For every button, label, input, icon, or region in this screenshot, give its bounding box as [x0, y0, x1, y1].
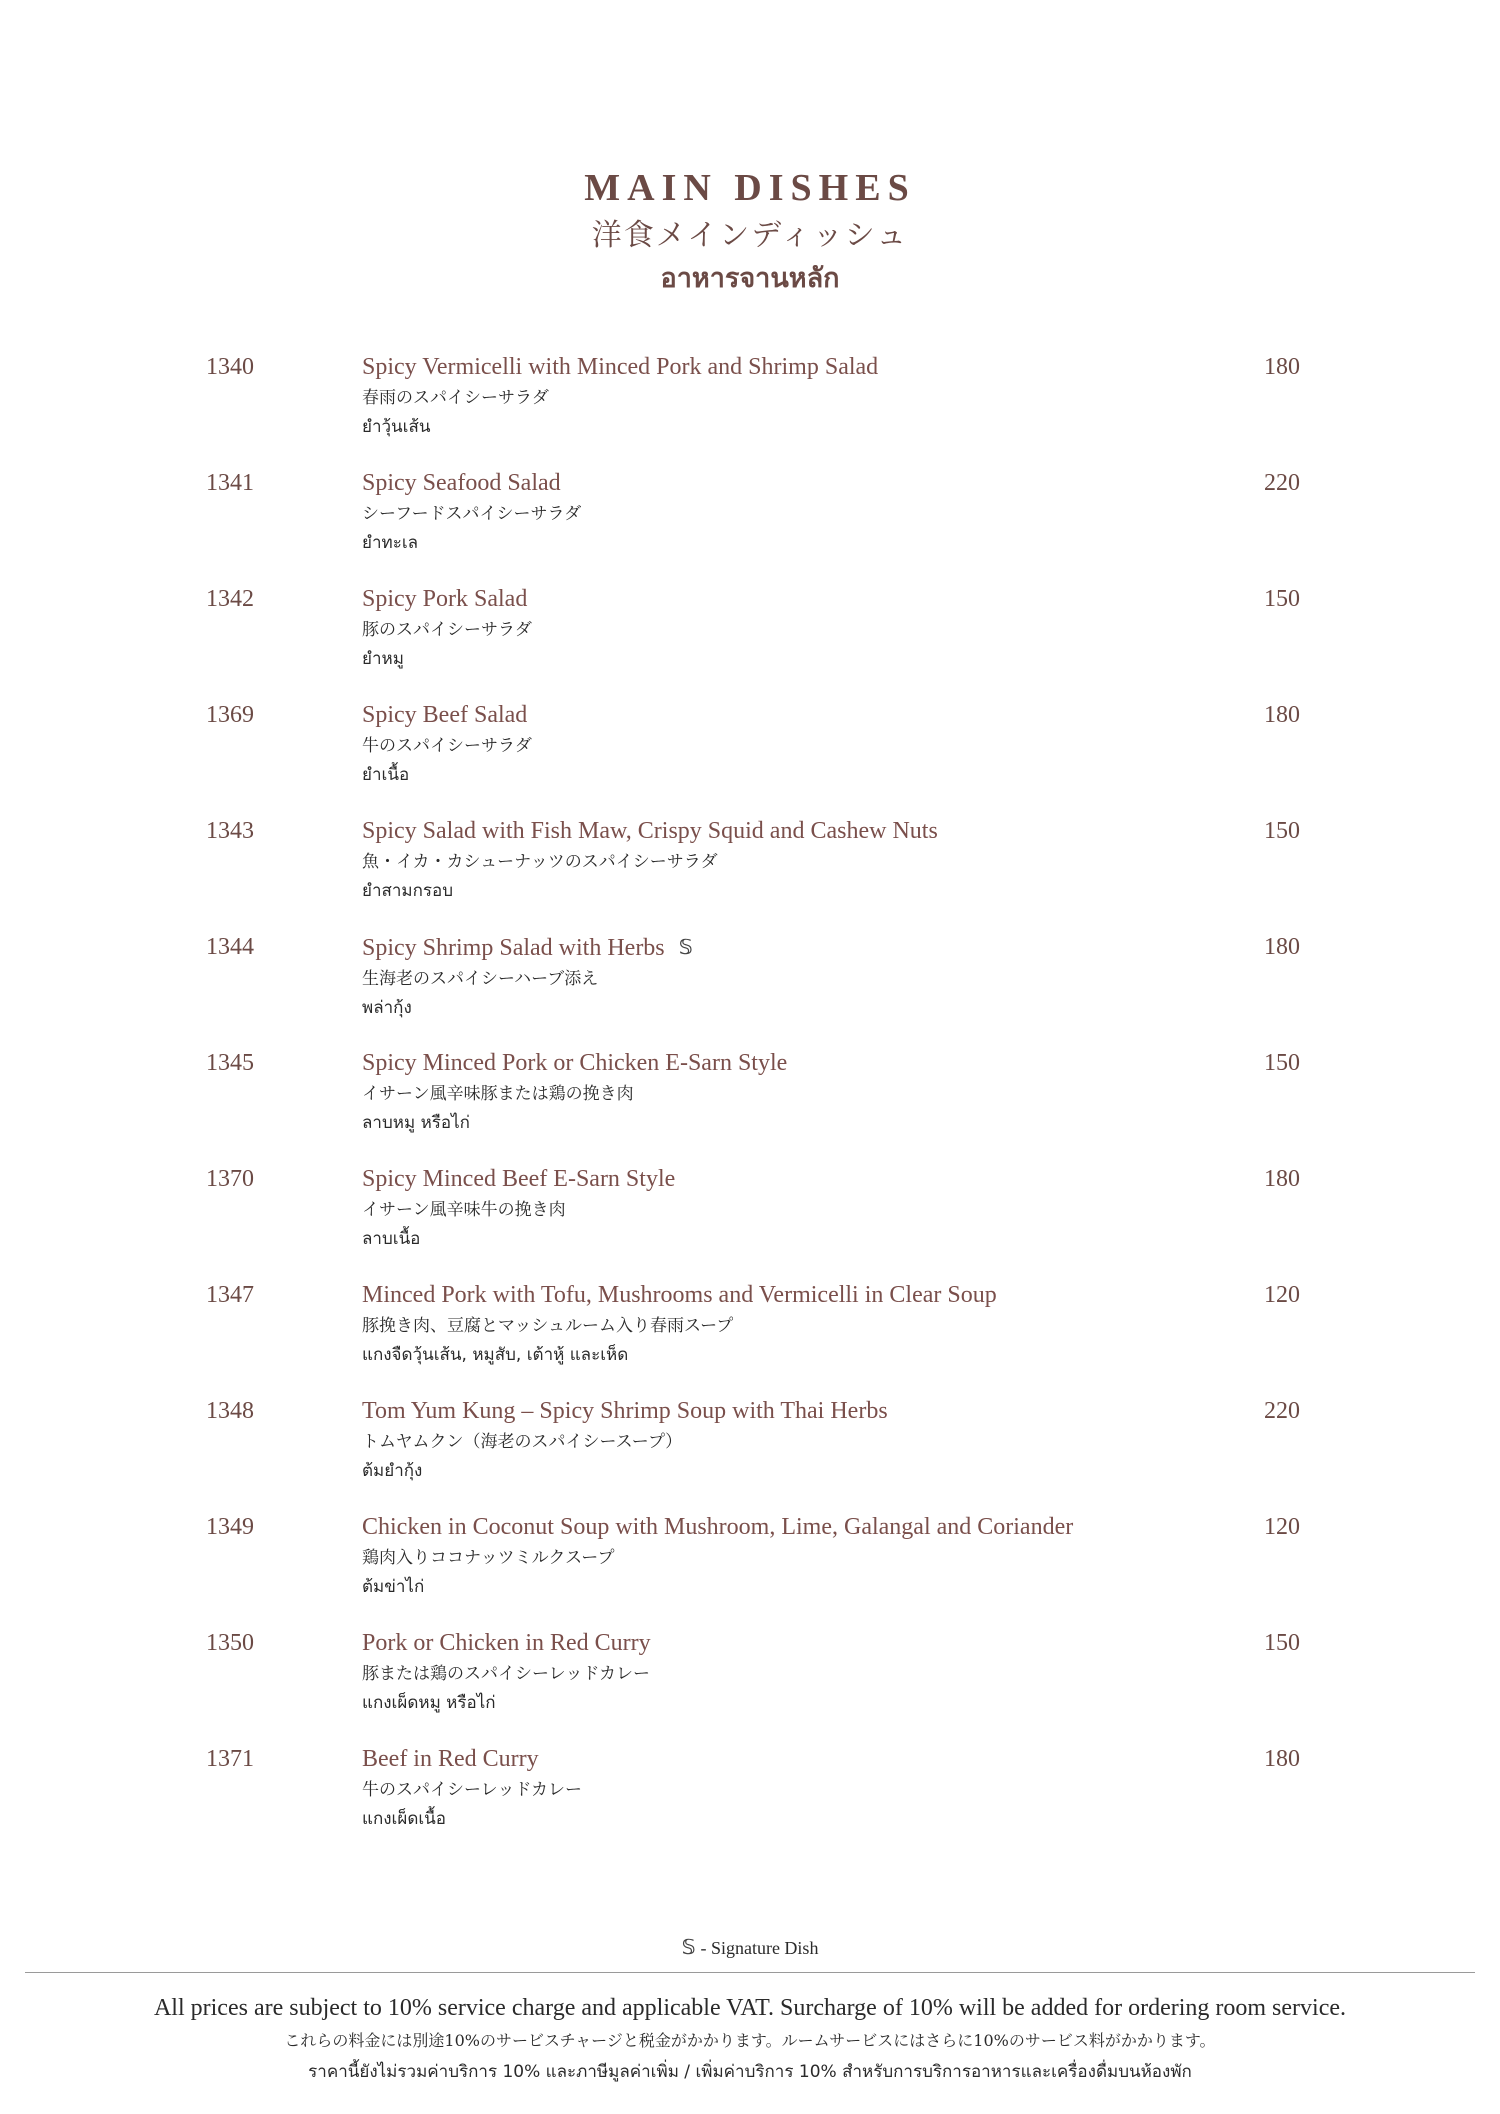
item-name-japanese: 生海老のスパイシーハーブ添え [362, 969, 599, 989]
menu-item [0, 1394, 1500, 1510]
item-name-english: Spicy Minced Pork or Chicken E-Sarn Style [362, 1050, 788, 1076]
item-name-english: Spicy Minced Beef E-Sarn Style [362, 1166, 676, 1192]
item-name-english [362, 930, 1242, 965]
item-code: 1348 [206, 1398, 254, 1424]
menu-header [0, 165, 1500, 299]
item-name-english-text: Spicy Shrimp Salad with Herbs [362, 935, 665, 961]
item-name-thai: พล่ากุ้ง [362, 998, 412, 1018]
item-name-japanese: シーフードスパイシーサラダ [362, 504, 582, 524]
item-price: 180 [1264, 354, 1300, 380]
item-price: 120 [1264, 1282, 1300, 1308]
item-name-thai: ยำเนื้อ [362, 765, 410, 785]
menu-item [0, 466, 1500, 582]
item-price: 180 [1264, 934, 1300, 960]
item-name-japanese: 豚挽き肉、豆腐とマッシュルーム入り春雨スープ [362, 1316, 734, 1336]
item-code: 1345 [206, 1050, 254, 1076]
page-title: MAIN DISHES [584, 167, 916, 209]
footer-notice-english: All prices are subject to 10% service charge and applicable VAT. Surcharge of 10% will be added for ordering room service. [153, 1995, 1347, 2021]
item-price: 150 [1264, 1050, 1300, 1076]
item-name-english: Spicy Salad with Fish Maw, Crispy Squid and Cashew Nuts [362, 818, 938, 844]
item-description [362, 1278, 1242, 1370]
menu-item [0, 1510, 1500, 1626]
item-description [362, 1162, 1242, 1254]
menu-item [0, 1742, 1500, 1858]
menu-item [0, 1626, 1500, 1742]
menu-list [0, 350, 1500, 1858]
item-code: 1340 [206, 354, 254, 380]
item-name-thai: แกงจืดวุ้นเส้น, หมูสับ, เต้าหู้ และเห็ด [362, 1345, 629, 1365]
item-price: 120 [1264, 1514, 1300, 1540]
item-name-thai: ลาบเนื้อ [362, 1229, 421, 1249]
item-name-japanese: 牛のスパイシーサラダ [362, 736, 532, 756]
item-name-english: Beef in Red Curry [362, 1746, 539, 1772]
item-name-japanese: 春雨のスパイシーサラダ [362, 388, 549, 408]
menu-item [0, 1278, 1500, 1394]
item-name-japanese: イサーン風辛味牛の挽き肉 [362, 1200, 566, 1220]
item-name-thai: แกงเผ็ดเนื้อ [362, 1809, 447, 1829]
item-name-japanese: 豚のスパイシーサラダ [362, 620, 532, 640]
item-description [362, 930, 1242, 1023]
item-code: 1343 [206, 818, 254, 844]
item-price: 150 [1264, 1630, 1300, 1656]
footer-notice-thai: ราคานี้ยังไม่รวมค่าบริการ 10% และภาษีมูลค่าเพิ่ม / เพิ่มค่าบริการ 10% สำหรับการบริการอาหารและเครื่องดื่มบนห้องพัก [308, 2062, 1192, 2082]
item-code: 1371 [206, 1746, 254, 1772]
signature-legend-text: - Signature Dish [700, 1938, 819, 1958]
item-name-thai: ต้มยำกุ้ง [362, 1461, 423, 1481]
item-price: 180 [1264, 1746, 1300, 1772]
item-description [362, 698, 1242, 790]
item-description [362, 1626, 1242, 1718]
item-name-thai: ยำสามกรอบ [362, 881, 454, 901]
item-name-english: Spicy Vermicelli with Minced Pork and Shrimp Salad [362, 354, 879, 380]
item-price: 220 [1264, 1398, 1300, 1424]
item-description [362, 350, 1242, 442]
item-description [362, 1394, 1242, 1486]
menu-item [0, 814, 1500, 930]
item-price: 220 [1264, 470, 1300, 496]
item-name-english: Chicken in Coconut Soup with Mushroom, Lime, Galangal and Coriander [362, 1514, 1074, 1540]
menu-item [0, 698, 1500, 814]
item-name-english: Tom Yum Kung – Spicy Shrimp Soup with Thai Herbs [362, 1398, 888, 1424]
item-name-thai: ยำทะเล [362, 533, 419, 553]
item-name-english: Spicy Pork Salad [362, 586, 528, 612]
item-name-english: Spicy Beef Salad [362, 702, 528, 728]
item-code: 1342 [206, 586, 254, 612]
item-description [362, 1742, 1242, 1834]
item-name-japanese: 魚・イカ・カシューナッツのスパイシーサラダ [362, 852, 718, 872]
item-code: 1370 [206, 1166, 254, 1192]
item-name-japanese: トムヤムクン（海老のスパイシースープ） [362, 1432, 683, 1452]
item-price: 180 [1264, 702, 1300, 728]
item-code: 1369 [206, 702, 254, 728]
item-price: 150 [1264, 586, 1300, 612]
menu-item [0, 1046, 1500, 1162]
item-description [362, 582, 1242, 674]
page-title-japanese: 洋食メインディッシュ [591, 218, 909, 253]
menu-item [0, 930, 1500, 1046]
item-name-japanese: 豚または鶏のスパイシーレッドカレー [362, 1664, 650, 1684]
item-name-thai: ยำวุ้นเส้น [362, 417, 431, 437]
item-description [362, 1510, 1242, 1602]
item-name-thai: ลาบหมู หรือไก่ [362, 1113, 470, 1133]
footer-notice-japanese: これらの料金には別途10%のサービスチャージと税金がかかります。ルームサービスにはさらに10%のサービス料がかかります。 [284, 2031, 1216, 2050]
signature-dish-icon: 𝕊 [678, 935, 694, 959]
item-name-japanese: 牛のスパイシーレッドカレー [362, 1780, 582, 1800]
item-price: 150 [1264, 818, 1300, 844]
item-description [362, 1046, 1242, 1138]
item-price: 180 [1264, 1166, 1300, 1192]
item-code: 1347 [206, 1282, 254, 1308]
signature-dish-icon: 𝕊 [681, 1935, 696, 1959]
item-name-japanese: 鶏肉入りココナッツミルクスープ [362, 1548, 615, 1568]
item-description [362, 814, 1242, 906]
item-name-english: Spicy Seafood Salad [362, 470, 561, 496]
item-name-japanese: イサーン風辛味豚または鶏の挽き肉 [362, 1084, 634, 1104]
menu-item [0, 582, 1500, 698]
item-description [362, 466, 1242, 558]
menu-item [0, 1162, 1500, 1278]
item-code: 1344 [206, 934, 254, 960]
footer-notice [0, 1990, 1500, 2088]
item-code: 1349 [206, 1514, 254, 1540]
item-code: 1350 [206, 1630, 254, 1656]
item-name-thai: แกงเผ็ดหมู หรือไก่ [362, 1693, 496, 1713]
item-name-english: Pork or Chicken in Red Curry [362, 1630, 651, 1656]
menu-item [0, 350, 1500, 466]
item-code: 1341 [206, 470, 254, 496]
item-name-english: Minced Pork with Tofu, Mushrooms and Vermicelli in Clear Soup [362, 1282, 997, 1308]
footer-divider [25, 1972, 1475, 1973]
item-name-thai: ต้มข่าไก่ [362, 1577, 425, 1597]
signature-legend [0, 1935, 1500, 1959]
page-title-thai: อาหารจานหลัก [660, 263, 840, 294]
item-name-thai: ยำหมู [362, 649, 404, 669]
